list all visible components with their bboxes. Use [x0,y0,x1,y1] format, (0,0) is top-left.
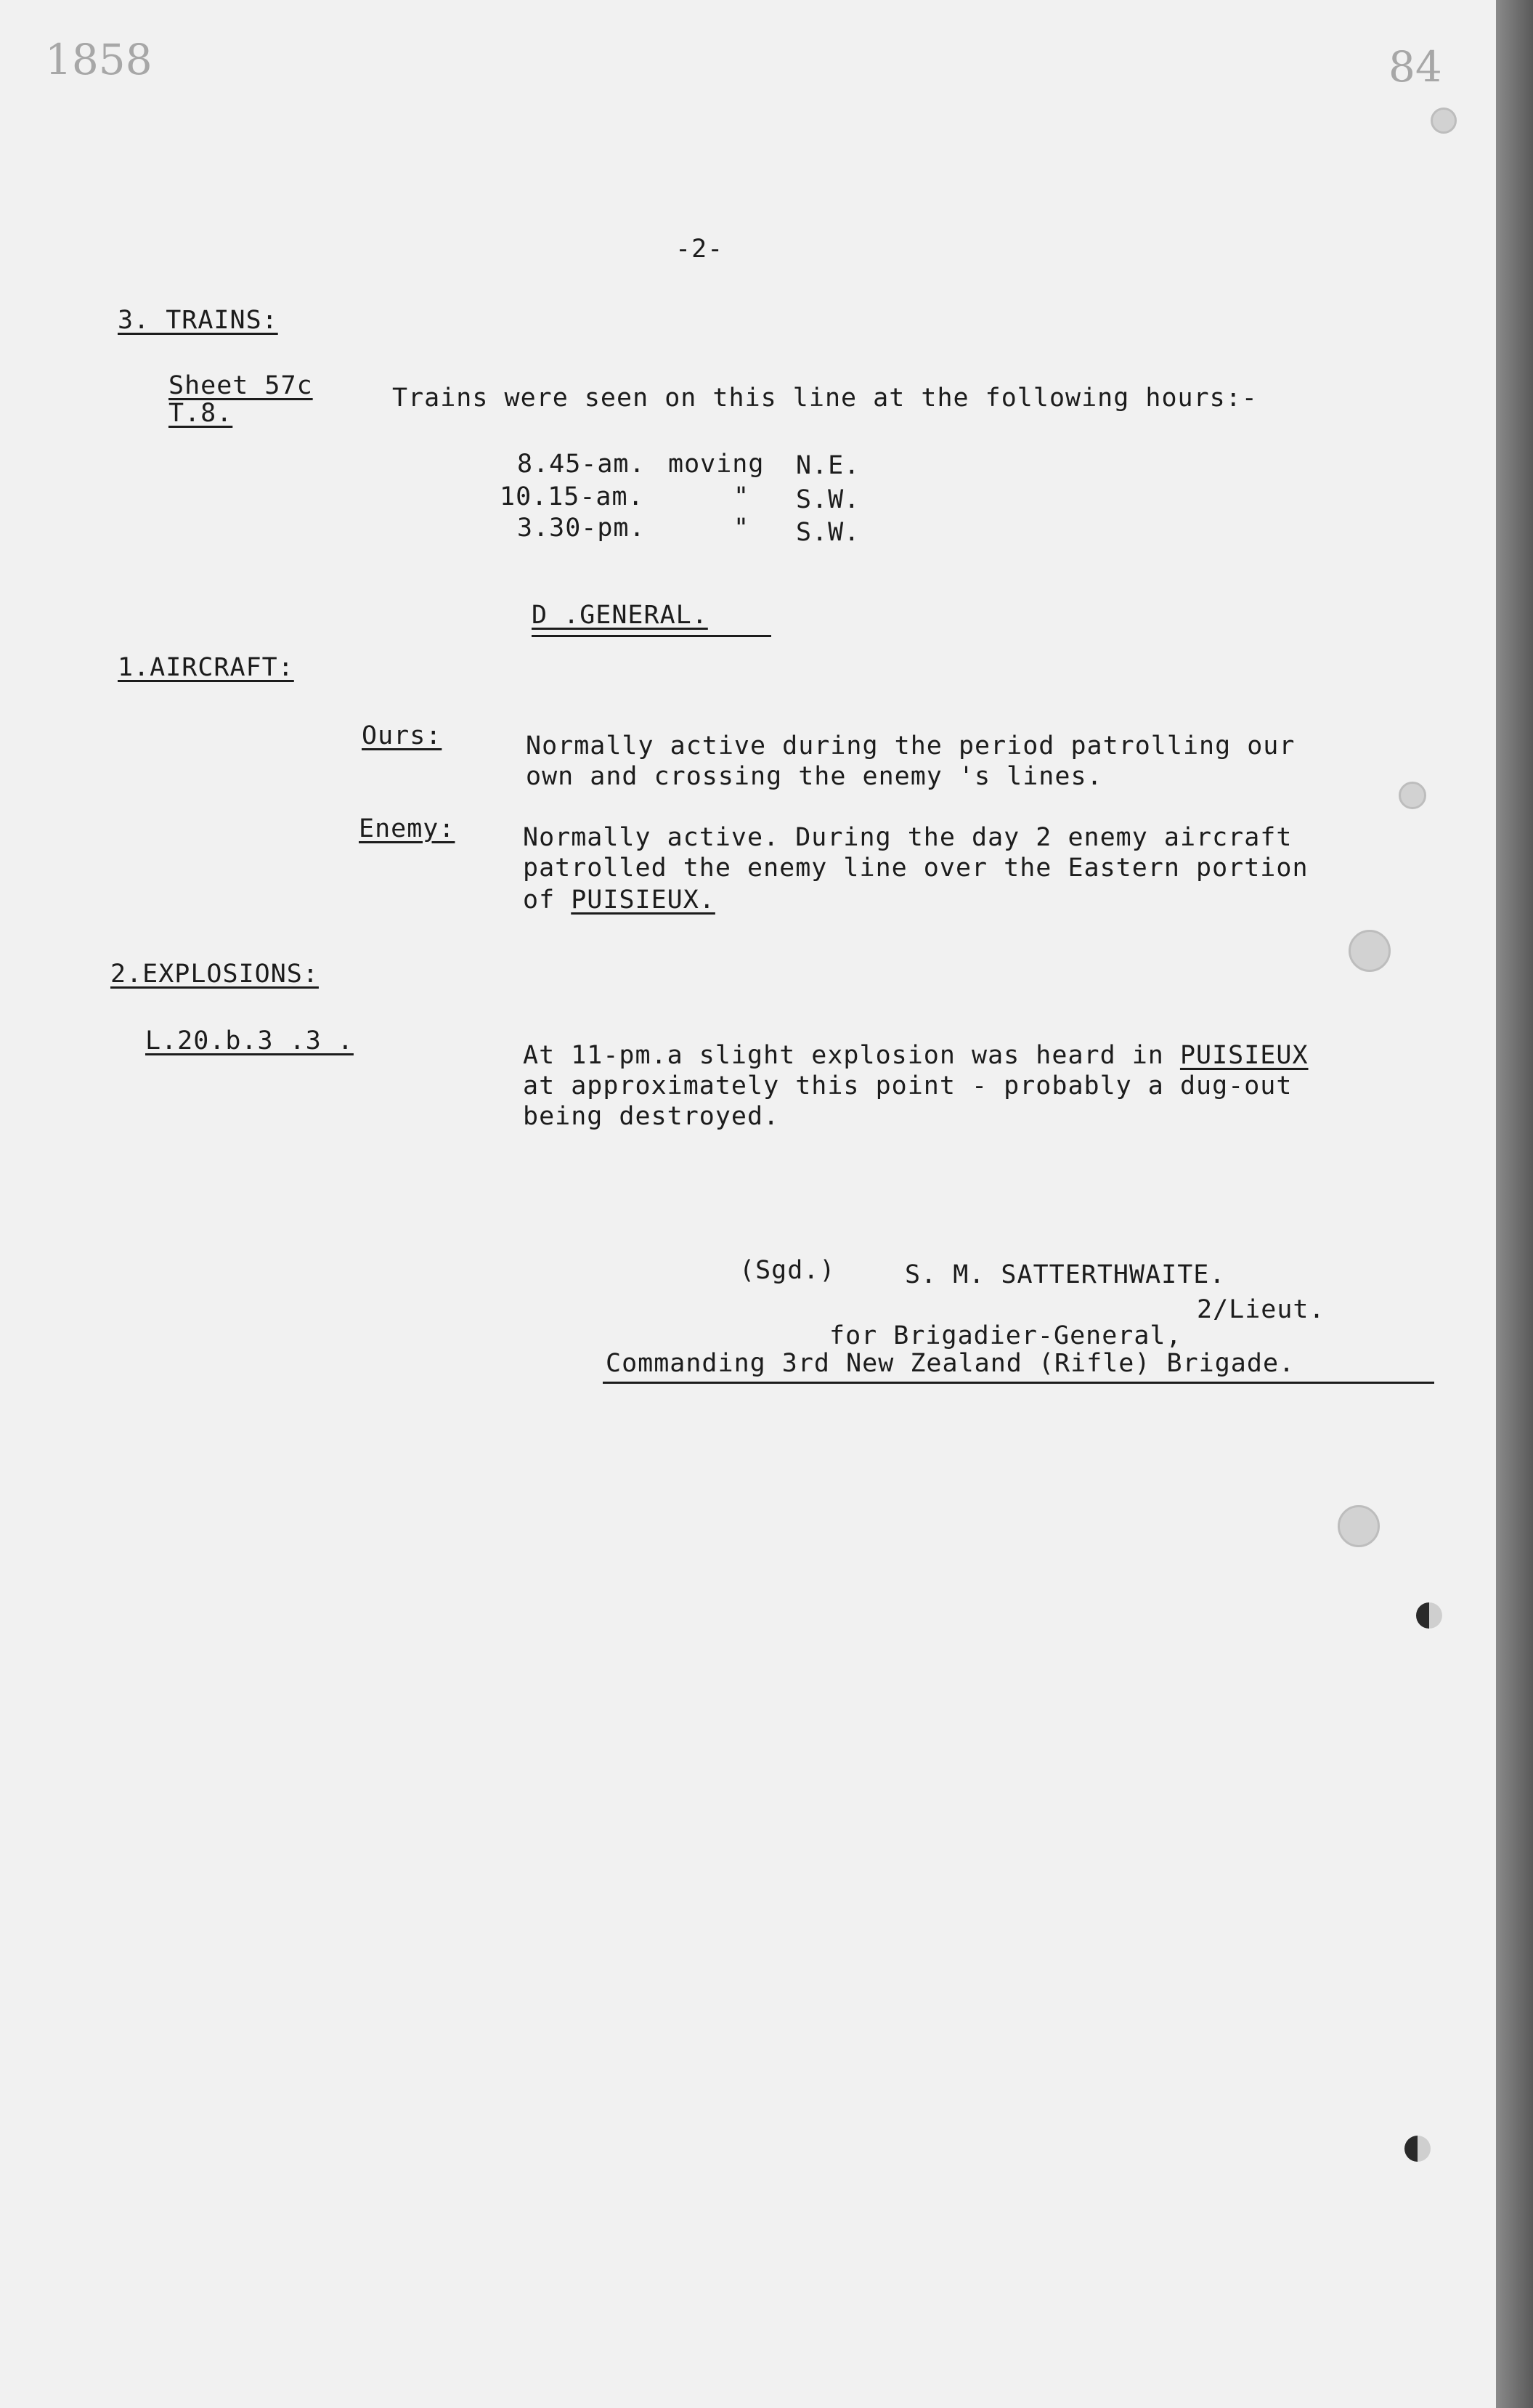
punch-hole [1404,2136,1431,2162]
train-row-time: 8.45-am. [517,450,646,479]
punch-hole [1338,1505,1380,1547]
train-row-time: 10.15-am. [500,482,644,511]
train-row-note: " [733,482,750,511]
trains-intro: Trains were seen on this line at the following hours:- [392,384,1258,413]
archive-stamp-left: 1858 [45,35,153,84]
signature-rank: 2/Lieut. [1197,1295,1325,1324]
page-marker: -2- [675,235,724,264]
explosion-text-prefix: At 11-pm.a slight explosion was heard in [523,1041,1164,1070]
enemy-label: Enemy: [359,814,455,843]
aircraft-heading: 1.AIRCRAFT: [118,653,294,682]
explosion-grid-ref: L.20.b.3 .3 . [145,1026,354,1055]
train-row-time: 3.30-pm. [517,514,646,543]
ours-text-line: own and crossing the enemy 's lines. [526,762,1103,791]
enemy-text-prefix: of [523,885,556,915]
train-row-direction: N.E. [796,451,861,480]
signature-for-line: for Brigadier-General, [829,1321,1182,1350]
archive-stamp-right: 84 [1388,42,1442,92]
punch-hole [1431,108,1457,134]
trains-heading [118,305,278,336]
enemy-text-line: patrolled the enemy line over the Eastern portion [523,854,1309,883]
signature-name: S. M. SATTERTHWAITE. [905,1260,1226,1289]
explosion-text-line: at approximately this point - probably a dug-out [523,1071,1293,1100]
general-heading-underline [532,635,771,637]
explosions-heading: 2.EXPLOSIONS: [110,960,319,989]
general-heading: D .GENERAL. [532,601,708,630]
ours-text-line: Normally active during the period patrolling our [526,731,1296,761]
enemy-place: PUISIEUX. [571,885,715,915]
punch-hole [1399,782,1426,809]
ours-label: Ours: [362,721,442,750]
sheet-ref-line2: T.8. [168,399,233,428]
explosion-place: PUISIEUX [1179,1041,1309,1070]
explosion-text-line: being destroyed. [523,1102,780,1131]
enemy-text-line [523,885,715,915]
trains-heading-text: 3. TRAINS: [118,306,278,335]
signature-sgd: (Sgd.) [739,1256,836,1285]
train-row-direction: S.W. [796,485,861,514]
signature-command: Commanding 3rd New Zealand (Rifle) Brigade. [606,1349,1296,1378]
punch-hole [1416,1602,1442,1629]
train-row-note: moving [668,450,765,479]
train-row-note: " [733,514,750,543]
train-row-direction: S.W. [796,518,861,547]
signature-underline [603,1382,1434,1384]
page-edge-shadow [1496,0,1533,2408]
punch-hole [1349,930,1391,972]
sheet-ref-line1: Sheet 57c [168,371,313,400]
enemy-text-line: Normally active. During the day 2 enemy aircraft [523,823,1293,852]
explosion-text-line [523,1040,1309,1071]
